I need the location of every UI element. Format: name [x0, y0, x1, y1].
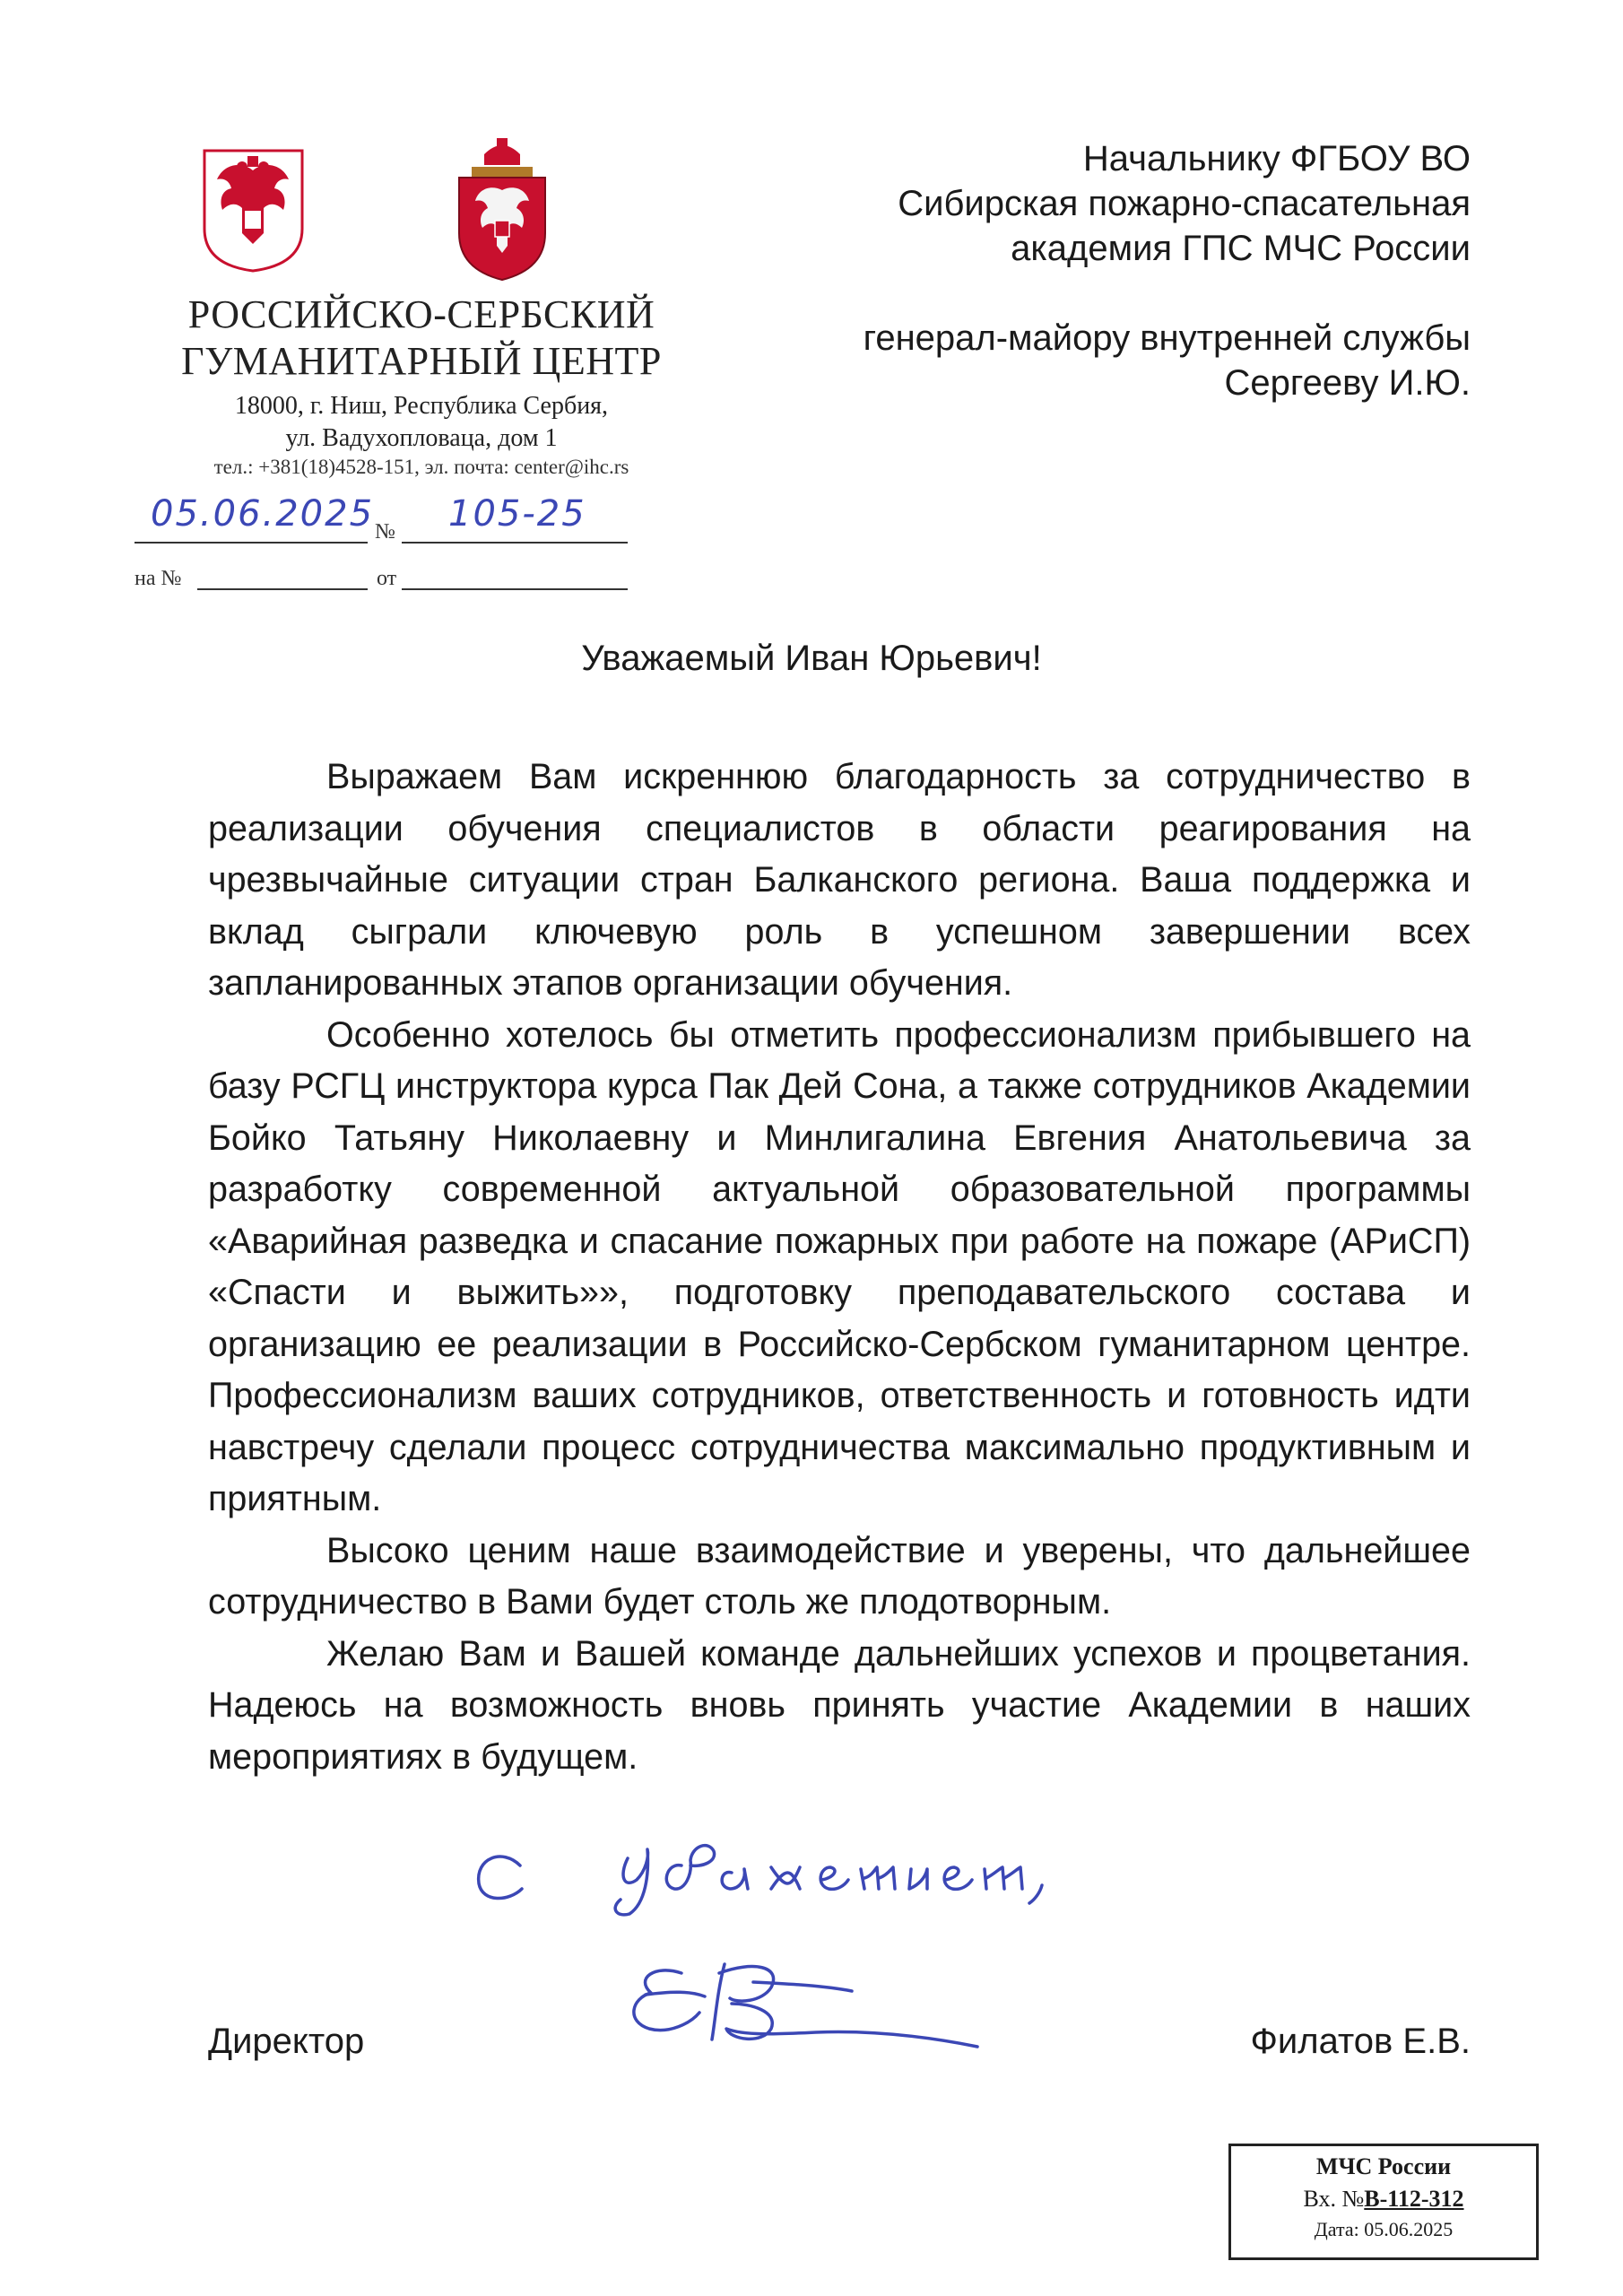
salutation: Уважаемый Иван Юрьевич!: [581, 639, 1042, 678]
number-line: [402, 542, 628, 544]
outgoing-date: 05.06.2025: [151, 493, 375, 535]
number-label: №: [375, 520, 395, 544]
outgoing-number: 105-25: [448, 493, 586, 535]
stamp-number-prefix: Вх. №: [1303, 2186, 1365, 2212]
body-paragraph-4: Желаю Вам и Вашей команде дальнейших успехов и процветания. Надеюсь на возможность вновь принять участие Академии в наших мероприятиях в будущем.: [208, 1633, 1471, 1777]
org-address-line2: ул. Вадухопловаца, дом 1: [285, 424, 558, 452]
org-contact: тел.: +381(18)4528-151, эл. почта: center@ihc.rs: [213, 456, 629, 478]
body-paragraph-3: Высоко ценим наше взаимодействие и уверены, что дальнейшее сотрудничество в Вами будет столь же плодотворным.: [208, 1530, 1471, 1622]
body-paragraph-2: Особенно хотелось бы отметить профессионализм прибывшего на базу РСГЦ инструктора курса Пак Дей Сона, а также сотрудников Академии Бойко Татьяну Николаевну и Минлигалина Евгения Анатольевича за разработку современной актуальной образовательной программы «Аварийная разведка и спасание пожарных при работе на пожаре (АРиСП) «Спасти и выжить»», подготовку преподавательского состава и организацию ее реализации в Российско-Сербском гуманитарном центре. Профессионализм ваших сотрудников, ответственность и готовность идти навстречу сделали процесс сотрудничества максимально продуктивным и приятным.: [208, 1014, 1471, 1518]
stamp-number: В-112-312: [1364, 2186, 1464, 2212]
addressee-line4: генерал-майору внутренней службы: [863, 318, 1471, 358]
stamp-date: Дата: 05.06.2025: [1314, 2218, 1454, 2240]
signatory-title: Директор: [208, 2022, 365, 2061]
addressee-line3: академия ГПС МЧС России: [1011, 229, 1471, 268]
letter-body: [208, 752, 1471, 1783]
ref-label: на №: [135, 567, 182, 590]
addressee-line1: Начальнику ФГБОУ ВО: [1082, 139, 1471, 178]
org-name-line1: РОССИЙСКО-СЕРБСКИЙ: [187, 292, 655, 336]
stamp-number-row: [1231, 2186, 1536, 2213]
org-address-line1: 18000, г. Ниш, Республика Сербия,: [234, 392, 609, 420]
addressee-line5: Сергееву И.Ю.: [1224, 363, 1471, 403]
from-line: [402, 588, 628, 590]
handwritten-closing: [466, 1803, 1148, 1919]
from-label: от: [377, 567, 397, 590]
serbian-coat-of-arms-icon: [448, 135, 556, 283]
addressee-line2: Сибирская пожарно-спасательная: [898, 184, 1471, 223]
russian-coat-of-arms-icon: [197, 144, 309, 274]
body-paragraph-1: Выражаем Вам искреннюю благодарность за сотрудничество в реализации обучения специалистов в области реагирования на чрезвычайные ситуации стран Балканского региона. Ваша поддержка и вклад сыграли ключевую роль в успешном завершении всех запланированных этапов организации обучения.: [208, 757, 1471, 1003]
incoming-registration-stamp: [1228, 2144, 1539, 2260]
ref-line: [197, 588, 368, 590]
org-name-line2: ГУМАНИТАРНЫЙ ЦЕНТР: [181, 339, 662, 383]
signatory-name: Филатов Е.В.: [1250, 2022, 1471, 2061]
date-line: [135, 542, 368, 544]
director-signature: [619, 1946, 995, 2063]
stamp-org: МЧС России: [1315, 2153, 1452, 2179]
